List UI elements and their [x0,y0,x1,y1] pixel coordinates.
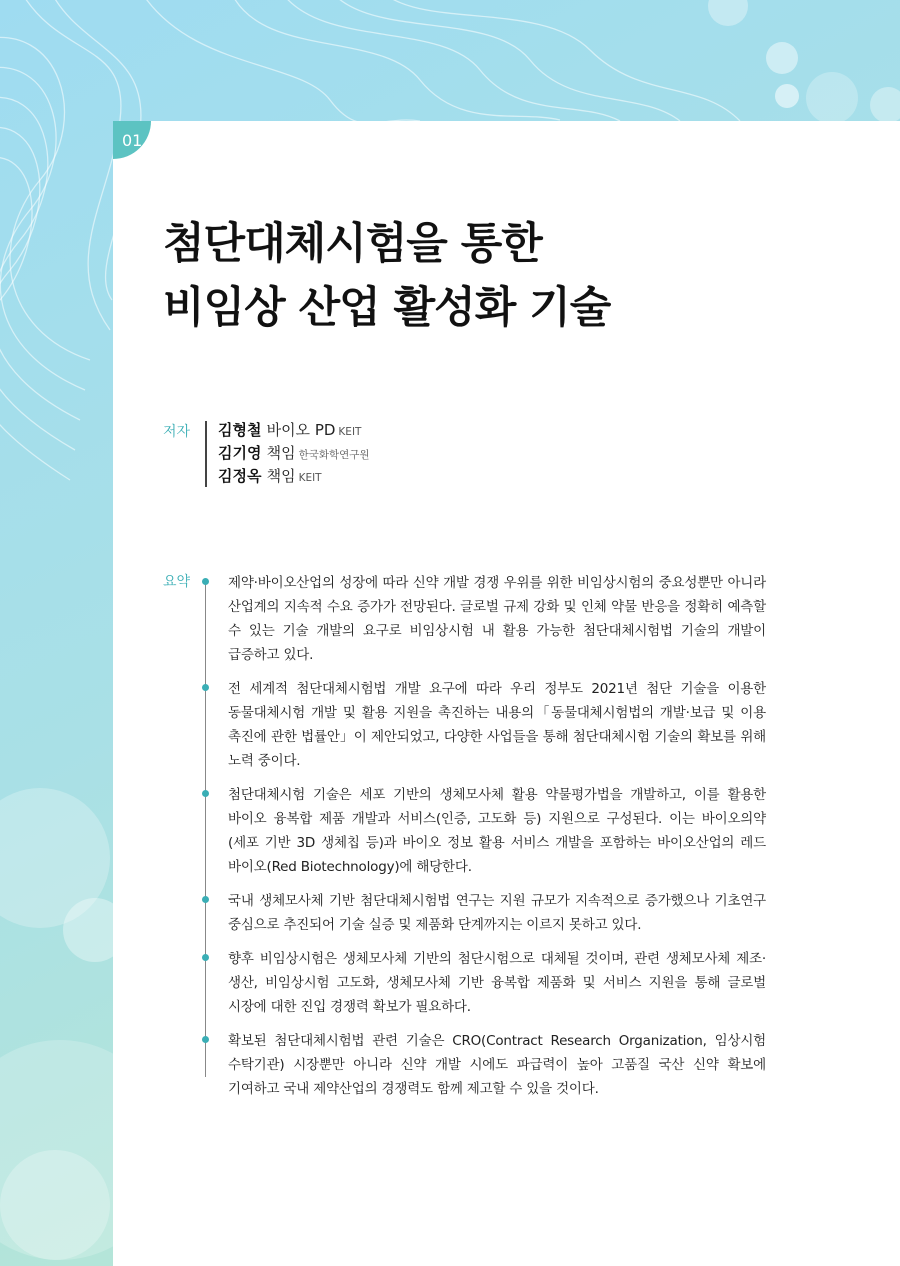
bullet-icon [202,790,209,797]
author-role: 바이오 PD [266,421,336,439]
author-entry [218,464,370,487]
summary-text: 향후 비임상시험은 생체모사체 기반의 첨단시험으로 대체될 것이며, 관련 생체모사체 제조·생산, 비임상시험 고도화, 생체모사체 기반 융복합 제품화 및 서비스 지원을 통해 글로벌 시장에 대한 진입 경쟁력 확보가 필요하다. [228,951,766,1015]
summary-text: 확보된 첨단대체시험법 관련 기술은 CRO(Contract Research Organization, 임상시험 수탁기관) 시장뿐만 아니라 신약 개발 시에도 파급력이 높아 고품질 국산 신약 확보에 기여하고 국내 제약산업의 경쟁력도 함께 제고할 수 있을 것이다. [228,1033,766,1097]
bullet-icon [202,578,209,585]
author-name: 김정옥 [218,467,262,485]
summary-list [228,571,766,1111]
author-entry [218,418,370,441]
chapter-badge: 01 [113,121,151,159]
title-line-2: 비임상 산업 활성화 기술 [163,283,611,333]
summary-item [228,1029,766,1101]
bullet-icon [202,1036,209,1043]
summary-item [228,571,766,667]
summary-item [228,947,766,1019]
summary-divider [205,580,206,1077]
authors-label: 저자 [163,424,191,440]
author-role: 책임 [266,467,296,485]
summary-text: 국내 생체모사체 기반 첨단대체시험법 연구는 지원 규모가 지속적으로 증가했으나 기초연구 중심으로 추진되어 기술 실증 및 제품화 단계까지는 이르지 못하고 있다. [228,893,766,933]
bullet-icon [202,684,209,691]
summary-text: 제약·바이오산업의 성장에 따라 신약 개발 경쟁 우위를 위한 비임상시험의 중요성뿐만 아니라 산업계의 지속적 수요 증가가 전망된다. 글로벌 규제 강화 및 인체 약물 반응을 정확히 예측할 수 있는 기술 개발의 요구로 비임상시험 내 활용 가능한 첨단대체시험법 기술의 개발이 급증하고 있다. [228,575,766,663]
bullet-icon [202,896,209,903]
summary-item [228,889,766,937]
authors-divider [205,421,207,487]
summary-text: 첨단대체시험 기술은 세포 기반의 생체모사체 활용 약물평가법을 개발하고, 이를 활용한 바이오 융복합 제품 개발과 서비스(인증, 고도화 등) 지원으로 구성된다. 이는 바이오의약(세포 기반 3D 생체칩 등)과 바이오 정보 활용 서비스 개발을 포함하는 바이오산업의 레드 바이오(Red Biotechnology)에 해당한다. [228,787,766,875]
author-affiliation: KEIT [338,426,362,438]
summary-item [228,783,766,879]
bullet-icon [202,954,209,961]
summary-text: 전 세계적 첨단대체시험법 개발 요구에 따라 우리 정부도 2021년 첨단 기술을 이용한 동물대체시험 개발 및 활용 지원을 촉진하는 내용의「동물대체시험법의 개발·보급 및 이용 촉진에 관한 법률안」이 제안되었고, 다양한 사업들을 통해 첨단대체시험 기술의 확보를 위해 노력 중이다. [228,681,766,769]
author-name: 김형철 [218,421,262,439]
author-entry [218,441,370,464]
author-affiliation: KEIT [298,472,322,484]
summary-item [228,677,766,773]
summary-label: 요약 [163,574,191,590]
author-name: 김기영 [218,444,262,462]
author-role: 책임 [266,444,296,462]
author-list [218,418,370,487]
author-affiliation: 한국화학연구원 [298,449,370,461]
title-line-1: 첨단대체시험을 통한 [163,219,542,269]
page-title [163,212,610,340]
